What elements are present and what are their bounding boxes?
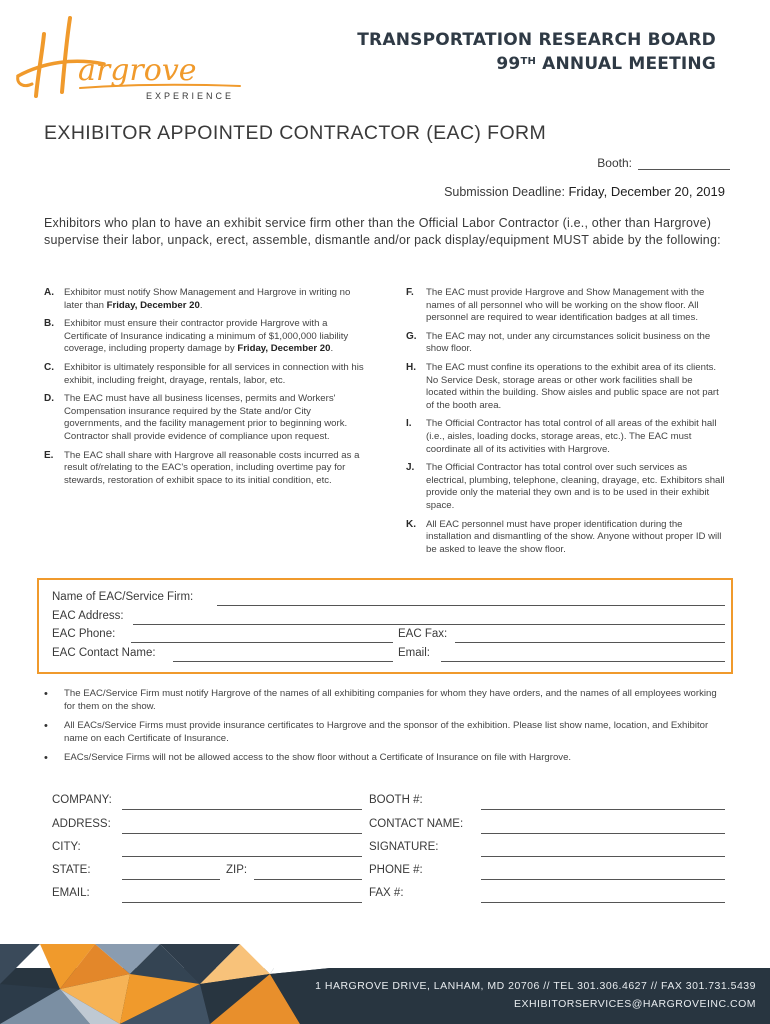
rule-text: The EAC must confine its operations to the exhibit area of its clients. No Service Desk, storage areas or other work facilities shall be located within the building. Show aisles and public space are not part of the booth area. bbox=[426, 361, 719, 411]
rule-text: The EAC may not, under any circumstances solicit business on the show floor. bbox=[426, 330, 711, 355]
eac-info-box bbox=[37, 578, 733, 674]
rule-letter: K. bbox=[406, 518, 416, 530]
fax-field[interactable] bbox=[481, 902, 725, 903]
rule-letter: A. bbox=[44, 287, 54, 298]
city-label: CITY: bbox=[52, 841, 81, 853]
rule-letter: B. bbox=[44, 318, 54, 330]
contact-name-field[interactable] bbox=[481, 833, 725, 834]
eac-phone-field[interactable] bbox=[131, 642, 393, 643]
bullet-item bbox=[44, 752, 724, 765]
eac-name-field[interactable] bbox=[217, 605, 725, 606]
booth-input-line[interactable] bbox=[638, 156, 730, 170]
booth-number-label: BOOTH #: bbox=[369, 794, 423, 806]
eac-fax-field[interactable] bbox=[455, 642, 725, 643]
rule-letter: E. bbox=[44, 449, 54, 461]
company-label: COMPANY: bbox=[52, 794, 112, 806]
rule-item bbox=[44, 287, 364, 312]
event-title bbox=[357, 28, 716, 76]
svg-text:argrove: argrove bbox=[78, 53, 197, 88]
zip-field[interactable] bbox=[254, 879, 362, 880]
rule-item bbox=[44, 318, 364, 356]
phone-field[interactable] bbox=[481, 879, 725, 880]
city-field[interactable] bbox=[122, 856, 362, 857]
bullet-text: The EAC/Service Firm must notify Hargrove of the names of all exhibiting companies for whom they have orders, and the names of all employees working for them on the show. bbox=[64, 688, 717, 712]
form-title: EXHIBITOR APPOINTED CONTRACTOR (EAC) FORM bbox=[44, 122, 547, 144]
rule-item bbox=[44, 362, 364, 387]
footer-address: 1 HARGROVE DRIVE, LANHAM, MD 20706 // TEL 301.306.4627 // FAX 301.731.5439 bbox=[315, 980, 756, 992]
state-label: STATE: bbox=[52, 864, 91, 876]
rule-item bbox=[406, 331, 726, 356]
rule-letter: H. bbox=[406, 361, 416, 373]
rule-item bbox=[44, 450, 364, 488]
event-line-2: 99TH ANNUAL MEETING bbox=[496, 54, 716, 74]
eac-address-label: EAC Address: bbox=[52, 610, 124, 622]
submission-deadline bbox=[444, 184, 725, 199]
rule-text: All EAC personnel must have proper identification during the installation and dismantling of the show. Anyone without proper ID will be asked to leave the show floor. bbox=[426, 518, 722, 555]
rule-item bbox=[406, 287, 726, 325]
fax-label: FAX #: bbox=[369, 887, 404, 899]
signature-field[interactable] bbox=[481, 856, 725, 857]
booth-number-field[interactable] bbox=[481, 809, 725, 810]
notice-bullets bbox=[44, 688, 724, 772]
event-line-1: TRANSPORTATION RESEARCH BOARD bbox=[357, 30, 716, 50]
rules-right-column bbox=[406, 287, 726, 562]
state-field[interactable] bbox=[122, 879, 220, 880]
email-label: EMAIL: bbox=[52, 887, 90, 899]
rule-item bbox=[406, 418, 726, 456]
logo-subtitle: EXPERIENCE bbox=[146, 91, 235, 101]
rule-letter: F. bbox=[406, 287, 414, 298]
eac-contact-label: EAC Contact Name: bbox=[52, 647, 156, 659]
rule-text: The Official Contractor has total control over such services as electrical, plumbing, telephone, cleaning, drayage, etc. Exhibitors shall provide only the material they own and is to be used in their exhibit space. bbox=[426, 462, 725, 511]
booth-row bbox=[597, 156, 730, 170]
address-field[interactable] bbox=[122, 833, 362, 834]
rule-text: Exhibitor must ensure their contractor provide Hargrove with a Certificate of Insurance indicating a minimum of $1,000,000 liability coverage, including property damage by Friday, December 20. bbox=[64, 318, 349, 355]
eac-name-label: Name of EAC/Service Firm: bbox=[52, 591, 194, 603]
rule-letter: D. bbox=[44, 393, 54, 405]
rule-text: The Official Contractor has total control of all areas of the exhibit hall (i.e., aisles, loading docks, storage areas, etc.). The EAC must coordinate all of its activities with Hargrove. bbox=[426, 418, 717, 455]
deadline-date: Friday, December 20, 2019 bbox=[568, 184, 725, 199]
rule-text: The EAC must provide Hargrove and Show Management with the names of all personnel who will be working on the show floor. All personnel are required to wear identification badges at all times. bbox=[426, 287, 705, 324]
eac-phone-label: EAC Phone: bbox=[52, 628, 116, 640]
booth-label: Booth: bbox=[597, 156, 632, 170]
rules-left-column bbox=[44, 287, 364, 493]
rule-text: The EAC must have all business licenses, permits and Workers' Compensation insurance required by the State and/or City governments, and the facility management prior to beginning work. Contractor shall provide evidence of compliance upon request. bbox=[64, 393, 348, 442]
rule-text: Exhibitor must notify Show Management and Hargrove in writing no later than Friday, December 20. bbox=[64, 287, 351, 311]
bullet-text: All EACs/Service Firms must provide insurance certificates to Hargrove and the sponsor of the exhibition. Please list show name, location, and Exhibitor name on each Certificate of Insurance. bbox=[64, 720, 709, 744]
exhibitor-info bbox=[0, 790, 770, 910]
bullet-text: EACs/Service Firms will not be allowed access to the show floor without a Certificate of Insurance on file with Hargrove. bbox=[64, 752, 572, 764]
rule-text: Exhibitor is ultimately responsible for all services in connection with his exhibit, including freight, drayage, rentals, labor, etc. bbox=[64, 361, 364, 386]
zip-label: ZIP: bbox=[226, 864, 248, 876]
footer-email: EXHIBITORSERVICES@HARGROVEINC.COM bbox=[513, 998, 756, 1010]
footer bbox=[0, 944, 770, 1024]
footer-triangle-pattern bbox=[0, 944, 330, 1024]
eac-contact-field[interactable] bbox=[173, 661, 393, 662]
rule-letter: C. bbox=[44, 361, 54, 373]
company-field[interactable] bbox=[122, 809, 362, 810]
bullet-dot-icon: • bbox=[44, 720, 48, 733]
deadline-label: Submission Deadline: bbox=[444, 185, 569, 199]
address-label: ADDRESS: bbox=[52, 818, 111, 830]
bullet-item bbox=[44, 720, 724, 745]
signature-label: SIGNATURE: bbox=[369, 841, 439, 853]
rule-letter: G. bbox=[406, 330, 417, 342]
bullet-item bbox=[44, 688, 724, 713]
rule-text: The EAC shall share with Hargrove all reasonable costs incurred as a result of/relating to the EAC's operation, including overtime pay for stewards, restoration of exhibit space to its initial condition, etc. bbox=[64, 449, 360, 486]
intro-paragraph: Exhibitors who plan to have an exhibit service firm other than the Official Labor Contractor (i.e., other than Hargrove) supervise their labor, unpack, erect, assemble, dismantle and/or pack display/equipment MUST abide by the following: bbox=[44, 216, 721, 247]
phone-label: PHONE #: bbox=[369, 864, 423, 876]
eac-email-field[interactable] bbox=[441, 661, 725, 662]
rule-letter: I. bbox=[406, 418, 412, 430]
email-field[interactable] bbox=[122, 902, 362, 903]
contact-name-label: CONTACT NAME: bbox=[369, 818, 464, 830]
rule-item bbox=[44, 393, 364, 443]
eac-address-field[interactable] bbox=[133, 624, 725, 625]
bullet-dot-icon: • bbox=[44, 752, 48, 765]
rule-letter: J. bbox=[406, 462, 415, 474]
rule-item bbox=[406, 362, 726, 412]
rule-item bbox=[406, 519, 726, 557]
eac-fax-label: EAC Fax: bbox=[398, 628, 448, 640]
eac-email-label: Email: bbox=[398, 647, 430, 659]
bullet-dot-icon: • bbox=[44, 688, 48, 700]
rule-item bbox=[406, 462, 726, 512]
